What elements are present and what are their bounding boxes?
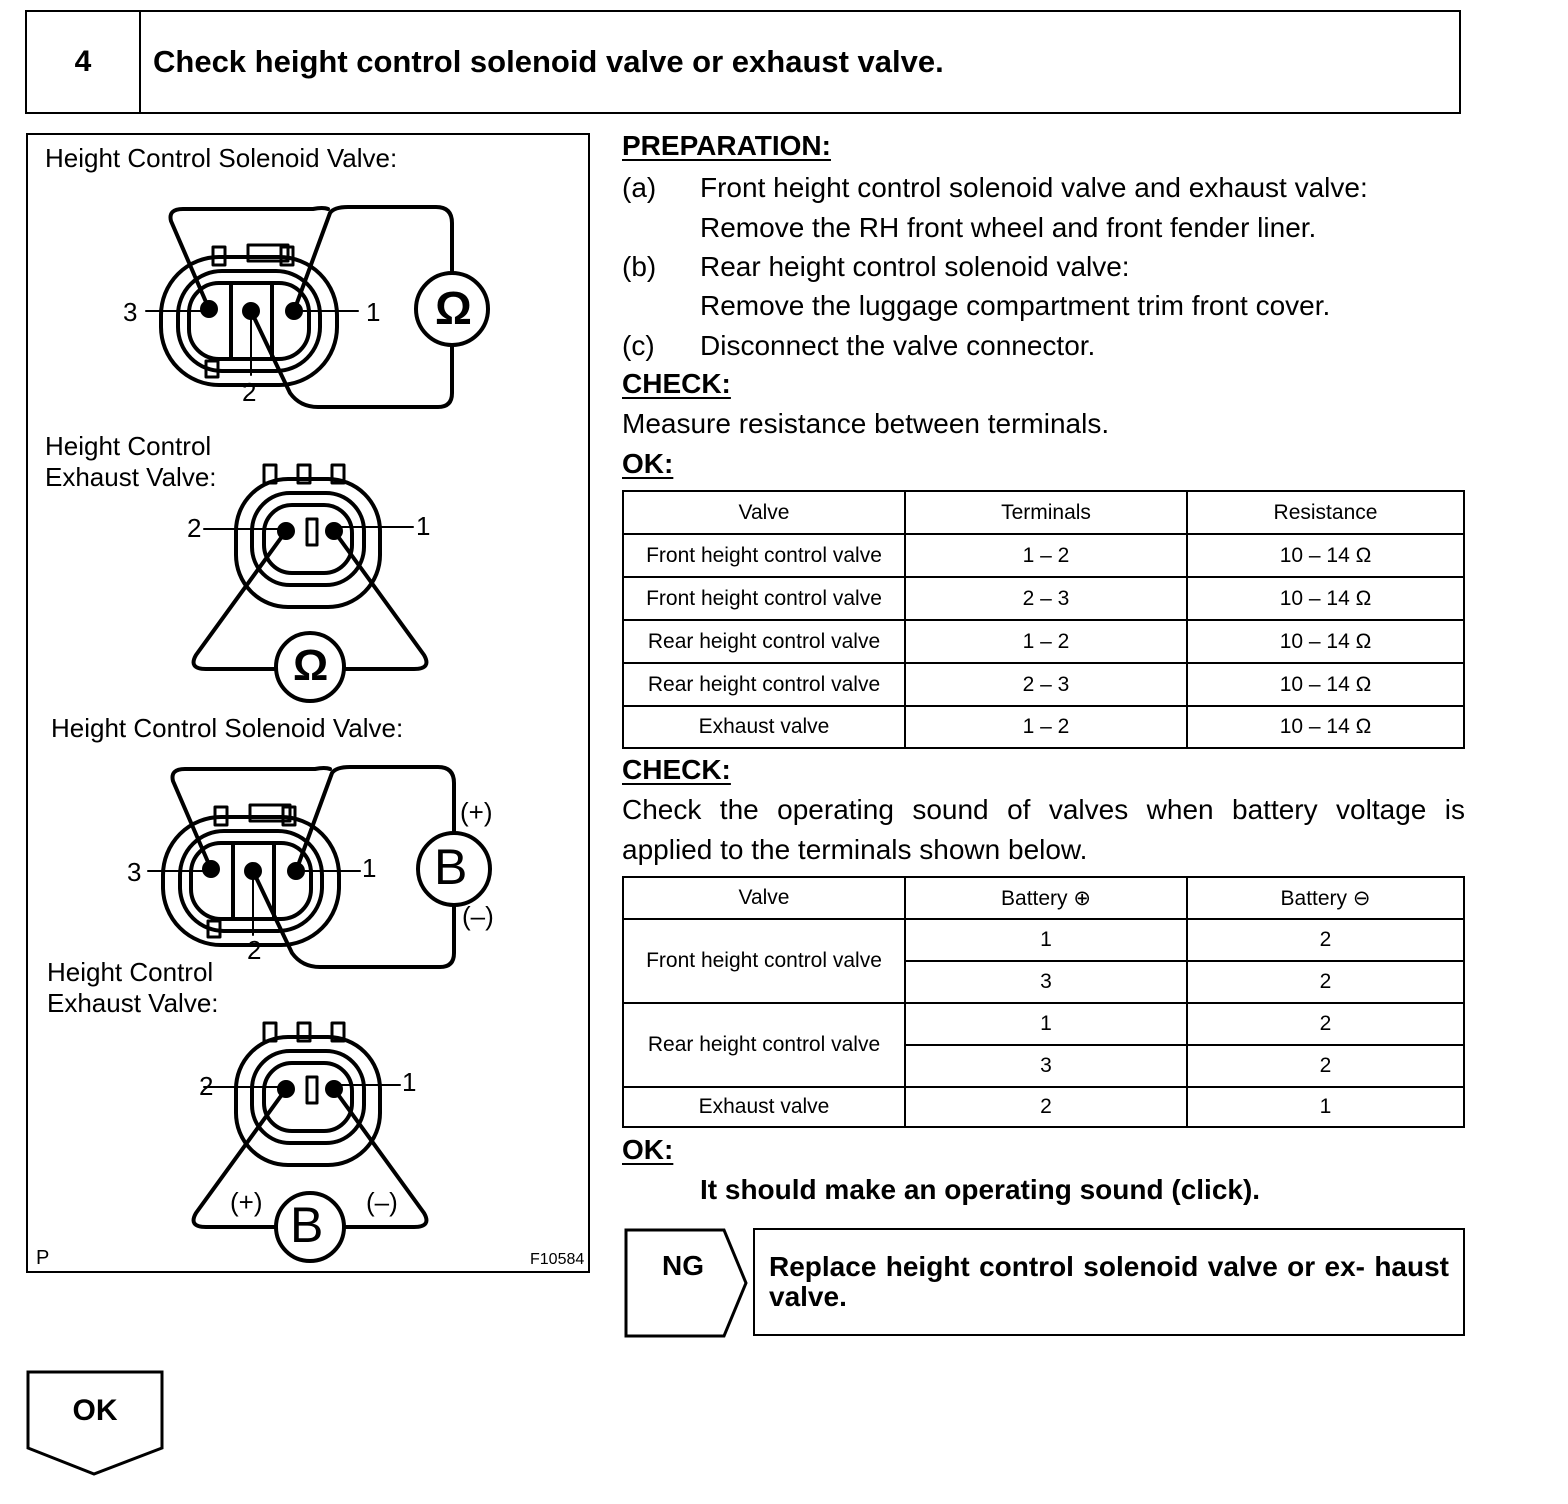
cell-negative: 2 xyxy=(1187,919,1464,961)
cell-resistance: 10 – 14 Ω xyxy=(1187,706,1464,748)
battery-minus-label: (–) xyxy=(462,901,494,931)
prep-c-line-1: Disconnect the valve connector. xyxy=(700,330,1096,361)
check-1-text: Measure resistance between terminals. xyxy=(622,408,1110,439)
step-title: Check height control solenoid valve or exhaust valve. xyxy=(153,44,944,79)
table-header-row xyxy=(623,877,1464,919)
terminal-1-label: 1 xyxy=(362,853,377,883)
ng-label: NG xyxy=(662,1250,704,1281)
table-row xyxy=(623,1087,1464,1127)
ohm-meter-icon: Ω xyxy=(435,282,472,334)
step-header xyxy=(25,10,1461,114)
battery-icon: B xyxy=(290,1197,324,1253)
battery-icon: B xyxy=(434,839,468,895)
terminal-2-label: 2 xyxy=(247,935,262,965)
cell-resistance: 10 – 14 Ω xyxy=(1187,577,1464,620)
cell-negative: 1 xyxy=(1187,1087,1464,1127)
table-row xyxy=(623,919,1464,961)
prep-marker-a: (a) xyxy=(622,172,657,203)
table-row xyxy=(623,663,1464,706)
check-2-line-2: applied to the terminals shown below. xyxy=(622,834,1088,865)
preparation-heading: PREPARATION: xyxy=(622,130,831,161)
col-valve: Valve xyxy=(623,877,905,919)
cell-positive: 3 xyxy=(905,961,1187,1003)
figure-code: F10584 xyxy=(530,1251,585,1268)
figure-corner-letter: P xyxy=(36,1247,50,1269)
cell-terminals: 1 – 2 xyxy=(905,620,1187,663)
cell-resistance: 10 – 14 Ω xyxy=(1187,663,1464,706)
table-row xyxy=(623,1003,1464,1045)
terminal-2-label: 2 xyxy=(187,513,202,543)
table-row xyxy=(623,577,1464,620)
battery-plus-label: (+) xyxy=(230,1187,263,1217)
table-row xyxy=(623,534,1464,577)
battery-minus-label: (–) xyxy=(366,1187,398,1217)
cell-positive: 3 xyxy=(905,1045,1187,1087)
battery-table xyxy=(622,876,1465,1128)
step-number: 4 xyxy=(27,12,141,112)
table-header-row xyxy=(623,491,1464,534)
terminal-1-label: 1 xyxy=(366,297,381,327)
col-terminals: Terminals xyxy=(905,491,1187,534)
cell-valve: Front height control valve xyxy=(623,534,905,577)
cell-valve: Exhaust valve xyxy=(623,1087,905,1127)
cell-valve: Exhaust valve xyxy=(623,706,905,748)
cell-valve: Front height control valve xyxy=(623,577,905,620)
exhaust-valve-label-1: Height Control Exhaust Valve: xyxy=(45,431,217,492)
cell-terminals: 1 – 2 xyxy=(905,534,1187,577)
ng-action-box xyxy=(753,1228,1465,1336)
prep-marker-b: (b) xyxy=(622,251,657,282)
ok-heading-2: OK: xyxy=(622,1134,674,1165)
check-heading-1: CHECK: xyxy=(622,368,731,399)
col-battery-negative: Battery ⊖ xyxy=(1187,877,1464,919)
terminal-3-label: 3 xyxy=(127,857,142,887)
battery-plus-label: (+) xyxy=(460,797,493,827)
check-heading-2: CHECK: xyxy=(622,754,731,785)
terminal-2-label: 2 xyxy=(242,377,257,407)
prep-a-line-1: Front height control solenoid valve and exhaust valve: xyxy=(700,172,1368,203)
prep-b-line-2: Remove the luggage compartment trim front cover. xyxy=(700,290,1331,321)
ng-arrow-icon xyxy=(624,1228,750,1338)
connector-diagrams xyxy=(28,135,592,1275)
cell-valve: Rear height control valve xyxy=(623,1003,905,1087)
cell-valve: Front height control valve xyxy=(623,919,905,1003)
terminal-2-label: 2 xyxy=(199,1071,214,1101)
valve-diagram-figure xyxy=(26,133,590,1273)
cell-valve: Rear height control valve xyxy=(623,620,905,663)
solenoid-valve-label-1: Height Control Solenoid Valve: xyxy=(45,143,398,173)
cell-terminals: 1 – 2 xyxy=(905,706,1187,748)
col-valve: Valve xyxy=(623,491,905,534)
check-2-line-1: Check the operating sound of valves when battery voltage is xyxy=(622,794,1465,825)
cell-terminals: 2 – 3 xyxy=(905,663,1187,706)
ok-flow-label: OK xyxy=(72,1394,118,1427)
ng-action-text: Replace height control solenoid valve or ex- haust valve. xyxy=(769,1251,1449,1312)
cell-resistance: 10 – 14 Ω xyxy=(1187,534,1464,577)
ohm-meter-icon: Ω xyxy=(293,641,329,690)
prep-marker-c: (c) xyxy=(622,330,655,361)
col-battery-positive: Battery ⊕ xyxy=(905,877,1187,919)
cell-negative: 2 xyxy=(1187,961,1464,1003)
cell-positive: 2 xyxy=(905,1087,1187,1127)
prep-b-line-1: Rear height control solenoid valve: xyxy=(700,251,1130,282)
terminal-1-label: 1 xyxy=(402,1067,417,1097)
terminal-1-label: 1 xyxy=(416,511,431,541)
cell-terminals: 2 – 3 xyxy=(905,577,1187,620)
table-row xyxy=(623,706,1464,748)
cell-negative: 2 xyxy=(1187,1003,1464,1045)
ok-2-text: It should make an operating sound (click). xyxy=(700,1174,1261,1205)
resistance-table xyxy=(622,490,1465,749)
prep-a-line-2: Remove the RH front wheel and front fender liner. xyxy=(700,212,1317,243)
cell-negative: 2 xyxy=(1187,1045,1464,1087)
cell-positive: 1 xyxy=(905,1003,1187,1045)
solenoid-valve-label-2: Height Control Solenoid Valve: xyxy=(51,713,404,743)
cell-resistance: 10 – 14 Ω xyxy=(1187,620,1464,663)
table-row xyxy=(623,620,1464,663)
terminal-3-label: 3 xyxy=(123,297,138,327)
col-resistance: Resistance xyxy=(1187,491,1464,534)
exhaust-valve-label-2: Height Control Exhaust Valve: xyxy=(47,957,219,1018)
ok-heading-1: OK: xyxy=(622,448,674,479)
cell-positive: 1 xyxy=(905,919,1187,961)
cell-valve: Rear height control valve xyxy=(623,663,905,706)
